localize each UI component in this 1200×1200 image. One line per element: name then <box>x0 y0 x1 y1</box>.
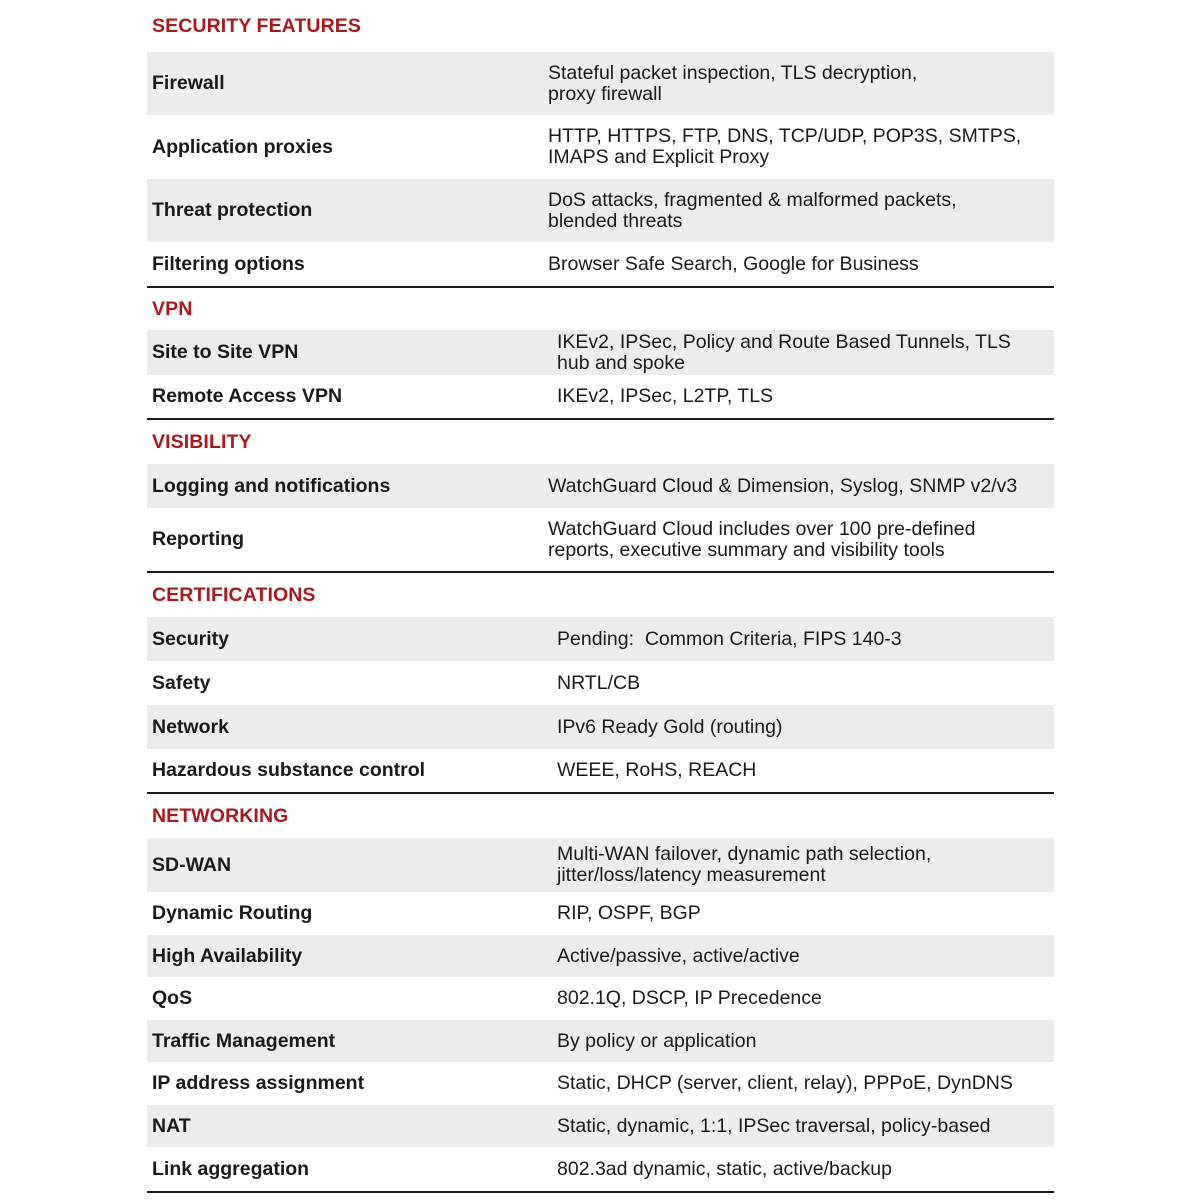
spec-value: WatchGuard Cloud & Dimension, Syslog, SNMP v2/v3 <box>548 474 1018 497</box>
spec-label: Reporting <box>152 528 245 550</box>
section-heading-networking: NETWORKING <box>152 804 289 827</box>
spec-row-reporting <box>147 508 1054 571</box>
spec-value: Static, DHCP (server, client, relay), PPPoE, DynDNS <box>557 1072 1013 1094</box>
spec-label: IP address assignment <box>152 1072 365 1094</box>
section-heading-certifications: CERTIFICATIONS <box>152 583 316 606</box>
spec-row-high-availability <box>147 935 1054 977</box>
section-heading-security-features: SECURITY FEATURES <box>152 14 362 37</box>
spec-row-threat-protection <box>147 179 1054 242</box>
spec-value: 802.1Q, DSCP, IP Precedence <box>557 987 822 1009</box>
spec-row-filtering-options <box>147 242 1054 286</box>
spec-value: Pending: Common Criteria, FIPS 140-3 <box>557 627 902 650</box>
spec-value: Active/passive, active/active <box>557 944 800 967</box>
spec-row-security <box>147 617 1054 661</box>
spec-label: Dynamic Routing <box>152 902 313 924</box>
spec-row-sd-wan <box>147 838 1054 892</box>
spec-value: IKEv2, IPSec, L2TP, TLS <box>557 385 774 407</box>
section-heading-vpn: VPN <box>152 297 193 320</box>
spec-row-application-proxies <box>147 115 1054 179</box>
section-divider <box>147 1191 1054 1193</box>
spec-row-nat <box>147 1105 1054 1147</box>
spec-row-ip-address-assignment <box>147 1062 1054 1105</box>
spec-label: NAT <box>152 1114 191 1137</box>
spec-label: Firewall <box>152 72 225 94</box>
spec-row-qos <box>147 977 1054 1020</box>
spec-value: NRTL/CB <box>557 671 641 694</box>
spec-value: HTTP, HTTPS, FTP, DNS, TCP/UDP, POP3S, SMTPS, IMAPS and Explicit Proxy <box>548 125 1022 168</box>
spec-label: Security <box>152 627 229 650</box>
spec-value: IPv6 Ready Gold (routing) <box>557 715 783 738</box>
spec-sheet <box>147 0 1054 1193</box>
spec-label: QoS <box>152 987 193 1009</box>
spec-value: DoS attacks, fragmented & malformed packets, blended threats <box>548 188 957 232</box>
spec-value: 802.3ad dynamic, static, active/backup <box>557 1157 892 1180</box>
spec-label: Link aggregation <box>152 1157 310 1180</box>
spec-value: WatchGuard Cloud includes over 100 pre-defined reports, executive summary and visibility tools <box>548 517 976 561</box>
spec-value: WEEE, RoHS, REACH <box>557 759 757 781</box>
spec-label: Logging and notifications <box>152 474 391 497</box>
spec-value: IKEv2, IPSec, Policy and Route Based Tunnels, TLS hub and spoke <box>557 330 1011 374</box>
spec-row-logging-notifications <box>147 464 1054 508</box>
spec-value: Static, dynamic, 1:1, IPSec traversal, policy-based <box>557 1114 991 1137</box>
spec-value: Stateful packet inspection, TLS decryption, proxy firewall <box>548 61 918 105</box>
section-heading-visibility: VISIBILITY <box>152 430 252 453</box>
spec-label: Network <box>152 715 229 738</box>
spec-row-firewall <box>147 52 1054 115</box>
spec-value: RIP, OSPF, BGP <box>557 902 701 924</box>
spec-label: Site to Site VPN <box>152 341 299 363</box>
spec-row-site-to-site-vpn <box>147 330 1054 375</box>
spec-value: Multi-WAN failover, dynamic path selection, jitter/loss/latency measurement <box>557 843 932 886</box>
spec-row-safety <box>147 661 1054 705</box>
spec-label: Remote Access VPN <box>152 385 343 407</box>
spec-row-remote-access-vpn <box>147 375 1054 418</box>
spec-row-hazardous-substance <box>147 749 1054 792</box>
spec-row-dynamic-routing <box>147 892 1054 935</box>
spec-label: High Availability <box>152 944 303 967</box>
spec-label: Application proxies <box>152 135 333 158</box>
spec-label: Safety <box>152 671 211 694</box>
spec-label: Hazardous substance control <box>152 759 426 781</box>
spec-row-traffic-management <box>147 1020 1054 1062</box>
spec-value: Browser Safe Search, Google for Business <box>548 252 919 275</box>
spec-value: By policy or application <box>557 1029 757 1052</box>
spec-label: Traffic Management <box>152 1029 336 1052</box>
spec-label: SD-WAN <box>152 853 232 876</box>
spec-label: Filtering options <box>152 252 305 275</box>
spec-row-network <box>147 705 1054 749</box>
spec-row-link-aggregation <box>147 1147 1054 1191</box>
spec-label: Threat protection <box>152 199 313 221</box>
